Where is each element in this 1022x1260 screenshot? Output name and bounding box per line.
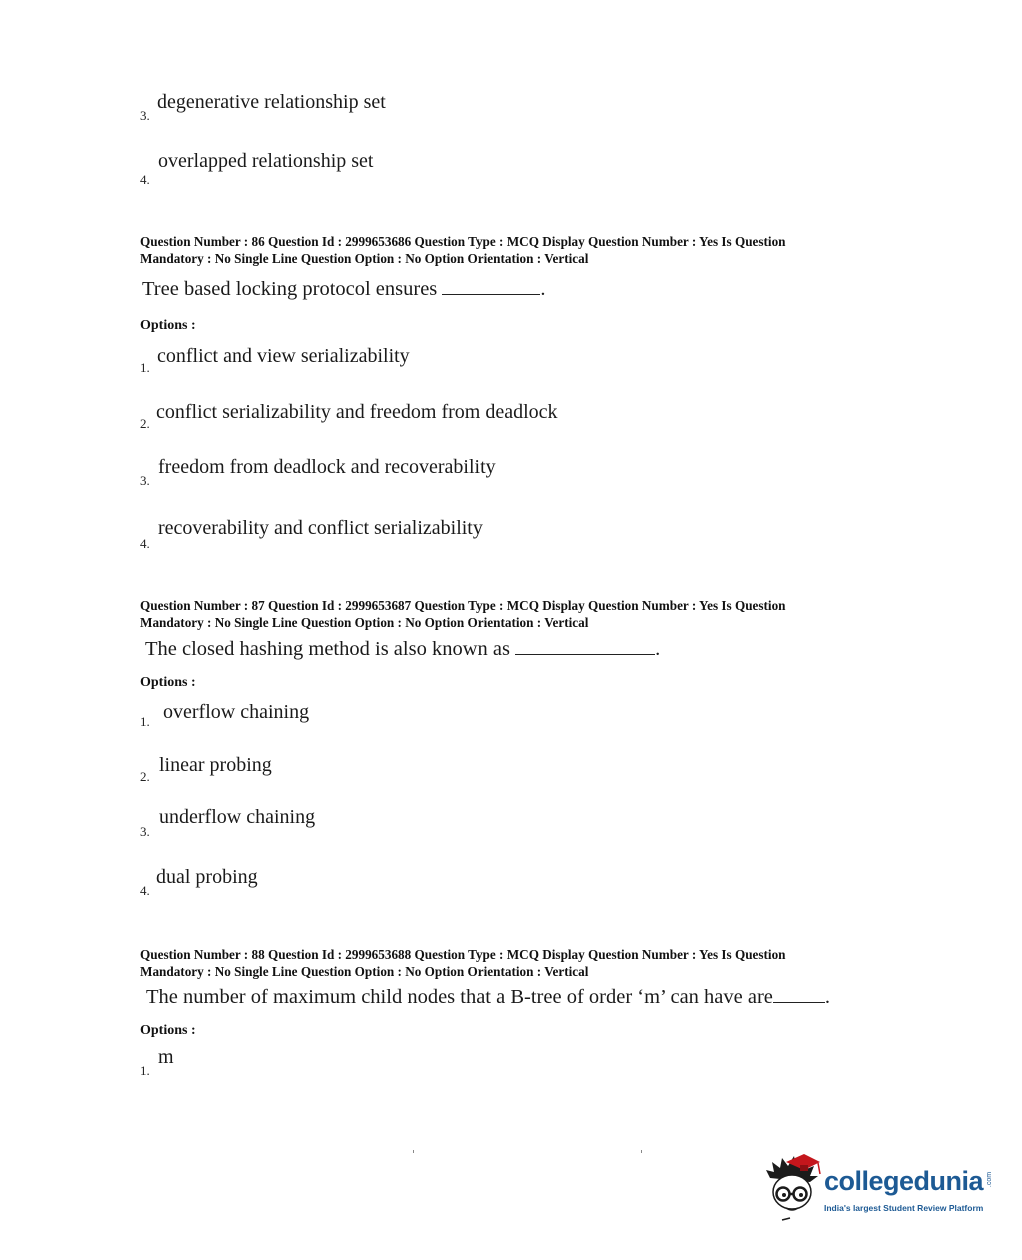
question-88-period: . (824, 986, 831, 1008)
question-87-options-label: Options : (140, 675, 196, 690)
question-88-meta (140, 946, 880, 980)
question-86-option-1-number: 1. (140, 360, 150, 375)
question-87-option-4-number: 4. (140, 883, 150, 898)
question-86-option-2-number: 2. (140, 416, 150, 431)
question-86-blank (442, 278, 540, 295)
question-86-option-4-text: recoverability and conflict serializability (158, 517, 483, 539)
question-86-option-3-number: 3. (140, 473, 150, 488)
question-87-option-3-number: 3. (140, 824, 150, 839)
question-87-blank (515, 638, 655, 655)
question-88-blank (773, 986, 825, 1003)
question-86-option-3-text: freedom from deadlock and recoverability (158, 456, 496, 478)
question-87-option-1-number: 1. (140, 714, 150, 729)
question-86-meta-line1: Question Number : 86 Question Id : 2999653686 Question Type : MCQ Display Question Number : Yes Is Question (140, 234, 786, 249)
question-87-option-3-text: underflow chaining (159, 806, 316, 828)
question-86-option-1-text: conflict and view serializability (157, 345, 410, 367)
mascot-icon (764, 1152, 824, 1224)
question-86-text (142, 278, 546, 301)
logo-suffix: .com (986, 1171, 994, 1188)
question-86-options-label: Options : (140, 318, 196, 333)
question-87-option-2-text: linear probing (159, 754, 272, 776)
question-88-text (146, 986, 830, 1009)
question-87-meta-line2: Mandatory : No Single Line Question Option : No Option Orientation : Vertical (140, 615, 589, 630)
scan-mark (641, 1150, 642, 1153)
question-87-stem: The closed hashing method is also known as (145, 638, 516, 660)
question-87-option-4-text: dual probing (156, 866, 258, 888)
question-87-option-1-text: overflow chaining (163, 701, 310, 723)
question-86-option-2-text: conflict serializability and freedom from deadlock (156, 401, 558, 423)
question-87-option-2-number: 2. (140, 769, 150, 784)
question-87-meta-line1: Question Number : 87 Question Id : 2999653687 Question Type : MCQ Display Question Number : Yes Is Question (140, 598, 786, 613)
logo-wordmark: collegedunia (824, 1166, 984, 1196)
question-86-stem: Tree based locking protocol ensures (142, 278, 443, 300)
prev-option-4-number: 4. (140, 172, 150, 187)
question-87-meta (140, 597, 880, 631)
question-87-text (145, 638, 660, 661)
question-88-option-1-number: 1. (140, 1063, 150, 1078)
prev-option-3-number: 3. (140, 108, 150, 123)
question-87-period: . (655, 638, 661, 660)
question-86-period: . (540, 278, 546, 300)
question-86-option-4-number: 4. (140, 536, 150, 551)
prev-option-3-text: degenerative relationship set (157, 91, 386, 113)
question-88-options-label: Options : (140, 1023, 196, 1038)
collegedunia-logo (764, 1152, 994, 1224)
question-88-meta-line1: Question Number : 88 Question Id : 2999653688 Question Type : MCQ Display Question Number : Yes Is Question (140, 947, 786, 962)
logo-tagline: India's largest Student Review Platform (824, 1203, 984, 1213)
question-86-meta-line2: Mandatory : No Single Line Question Option : No Option Orientation : Vertical (140, 251, 589, 266)
question-88-option-1-text: m (158, 1046, 174, 1068)
question-88-meta-line2: Mandatory : No Single Line Question Option : No Option Orientation : Vertical (140, 964, 589, 979)
scan-mark (413, 1150, 414, 1153)
prev-option-4-text: overlapped relationship set (158, 150, 374, 172)
question-86-meta (140, 233, 880, 267)
question-88-stem: The number of maximum child nodes that a B-tree of order ‘m’ can have are (146, 986, 773, 1008)
